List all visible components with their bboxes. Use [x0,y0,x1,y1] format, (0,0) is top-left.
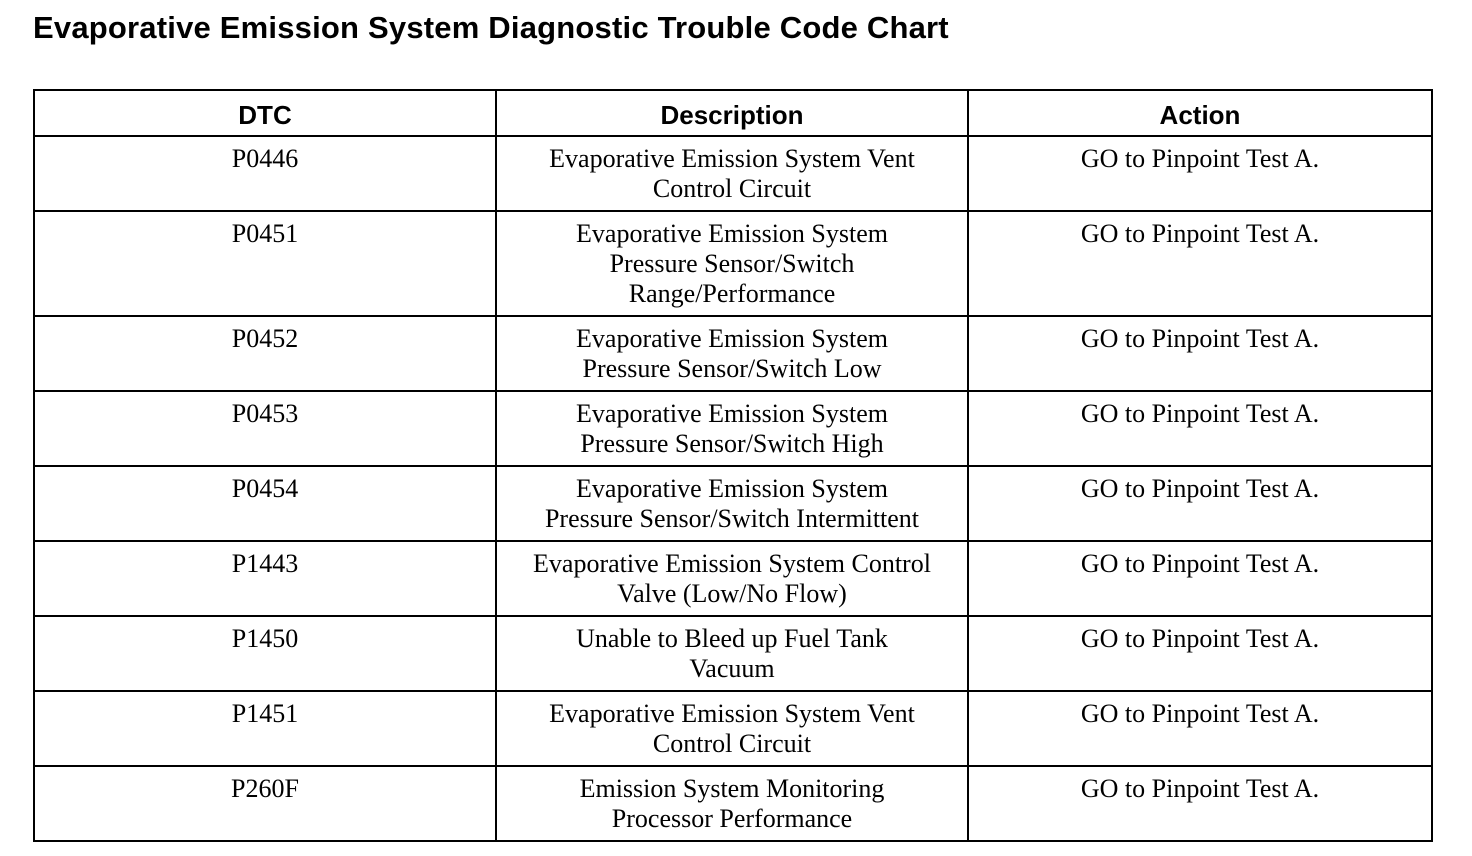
description-line: Emission System Monitoring [579,774,885,803]
table-row [34,316,1432,391]
description-cell [496,211,968,316]
action-cell: GO to Pinpoint Test A. [968,136,1432,211]
dtc-cell: P260F [34,766,496,841]
description-cell [496,316,968,391]
action-cell: GO to Pinpoint Test A. [968,391,1432,466]
description-line: Pressure Sensor/Switch Intermittent [544,504,920,533]
description-line: Pressure Sensor/Switch [609,249,855,278]
description-line: Evaporative Emission System Vent [549,144,915,173]
description-cell [496,466,968,541]
dtc-cell: P0451 [34,211,496,316]
dtc-cell: P1451 [34,691,496,766]
description-line: Pressure Sensor/Switch Low [582,354,882,383]
description-line: Range/Performance [628,279,836,308]
description-line: Pressure Sensor/Switch High [580,429,884,458]
description-line: Evaporative Emission System Vent [549,699,915,728]
page-title: Evaporative Emission System Diagnostic Trouble Code Chart [33,10,949,45]
description-line: Control Circuit [652,174,812,203]
action-cell: GO to Pinpoint Test A. [968,691,1432,766]
description-line: Evaporative Emission System [576,399,888,428]
description-cell [496,616,968,691]
table-row [34,616,1432,691]
description-line: Evaporative Emission System [576,324,888,353]
table-row [34,391,1432,466]
column-header-description: Description [496,90,968,136]
dtc-cell: P0446 [34,136,496,211]
description-cell [496,766,968,841]
description-cell [496,136,968,211]
description-line: Evaporative Emission System Control [533,549,931,578]
column-header-dtc: DTC [34,90,496,136]
description-cell [496,391,968,466]
description-line: Control Circuit [652,729,812,758]
table-row [34,136,1432,211]
action-cell: GO to Pinpoint Test A. [968,466,1432,541]
action-cell: GO to Pinpoint Test A. [968,316,1432,391]
table-row [34,466,1432,541]
dtc-cell: P1443 [34,541,496,616]
dtc-table [33,89,1433,842]
table-row [34,211,1432,316]
table-row [34,541,1432,616]
table-row [34,691,1432,766]
description-cell [496,691,968,766]
dtc-cell: P1450 [34,616,496,691]
table-header-row [34,90,1432,136]
description-line: Unable to Bleed up Fuel Tank [576,624,888,653]
description-line: Processor Performance [611,804,853,833]
dtc-cell: P0454 [34,466,496,541]
column-header-action: Action [968,90,1432,136]
description-line: Vacuum [689,654,775,683]
description-line: Valve (Low/No Flow) [617,579,847,608]
action-cell: GO to Pinpoint Test A. [968,616,1432,691]
dtc-cell: P0452 [34,316,496,391]
description-line: Evaporative Emission System [576,219,888,248]
dtc-cell: P0453 [34,391,496,466]
description-cell [496,541,968,616]
action-cell: GO to Pinpoint Test A. [968,766,1432,841]
table-row [34,766,1432,841]
description-line: Evaporative Emission System [576,474,888,503]
action-cell: GO to Pinpoint Test A. [968,211,1432,316]
action-cell: GO to Pinpoint Test A. [968,541,1432,616]
